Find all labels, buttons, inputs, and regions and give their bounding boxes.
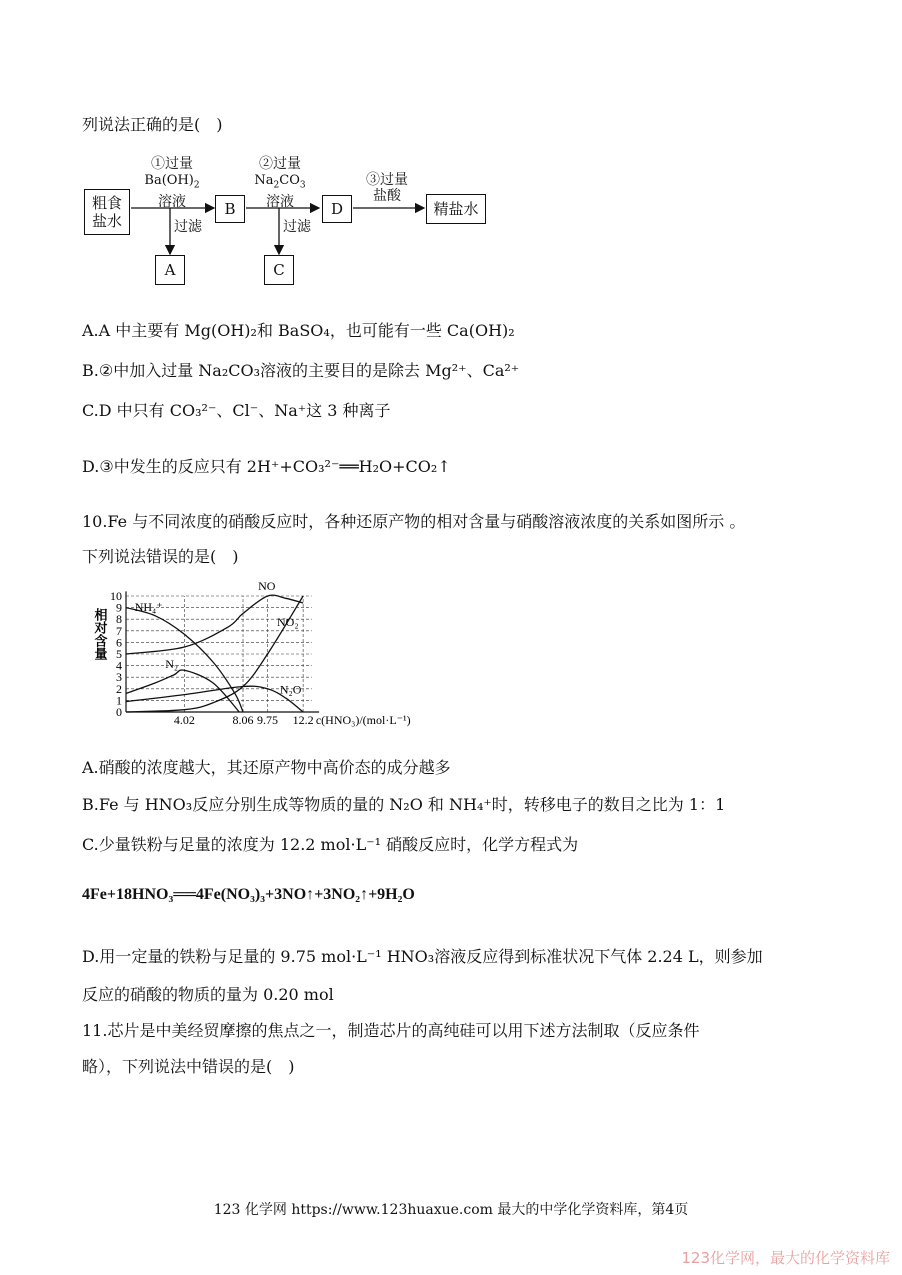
q10-stem-line1: 10.Fe 与不同浓度的硝酸反应时，各种还原产物的相对含量与硝酸溶液浓度的关系如图所示 。 <box>82 512 746 531</box>
q10-chart <box>84 578 414 738</box>
box-b: B <box>215 195 245 223</box>
y-tick-label: 1 <box>116 693 122 708</box>
y-tick-label: 5 <box>116 647 122 661</box>
series-label: NH₄⁺ <box>134 600 163 615</box>
q9-option-d: D.③中发生的反应只有 2H⁺+CO₃²⁻══H₂O+CO₂↑ <box>82 457 451 476</box>
x-tick-label: 8.06 <box>232 713 254 727</box>
series-line <box>126 670 239 712</box>
step2-label: ②过量 $Na_2CO_3$ 溶液 <box>254 156 306 210</box>
y-tick-label: 6 <box>116 635 122 650</box>
q10-stem-line2: 下列说法错误的是( ) <box>82 547 239 566</box>
x-axis-title: c(HNO₃)/(mol·L⁻¹) <box>315 713 411 727</box>
filter-label-1: 过滤 <box>174 219 202 235</box>
filter-label-2: 过滤 <box>283 219 311 235</box>
q11-stem-line2: 略），下列说法中错误的是( ) <box>82 1057 295 1076</box>
box-a: A <box>155 255 185 285</box>
watermark: 123化学网，最大的化学资料库 <box>681 1249 890 1267</box>
y-tick-label: 8 <box>116 612 122 627</box>
box-refined-brine: 精盐水 <box>426 194 486 224</box>
y-tick-label: 7 <box>116 623 122 638</box>
series-label: N₂O <box>279 682 302 697</box>
q9-option-c: C.D 中只有 CO₃²⁻、Cl⁻、Na⁺这 3 种离子 <box>82 401 391 420</box>
x-tick-label: 9.75 <box>257 713 279 727</box>
q9-stem-tail: 列说法正确的是( ) <box>82 115 223 134</box>
series-label: N₂ <box>165 656 179 671</box>
box-d: D <box>322 195 352 223</box>
series-label: NO₂ <box>276 615 299 630</box>
y-axis-title: 相对含量 <box>92 608 108 660</box>
y-tick-label: 3 <box>116 670 122 685</box>
y-tick-label: 9 <box>116 600 122 615</box>
q10-option-c-equation: 4Fe+18HNO₃══4Fe(NO₃)₃+3NO↑+3NO₂↑+9H₂O <box>82 886 415 903</box>
q10-option-b: B.Fe 与 HNO₃反应分别生成等物质的量的 N₂O 和 NH₄⁺时，转移电子的数目之比为 1：1 <box>82 795 726 814</box>
q10-option-d-line2: 反应的硝酸的物质的量为 0.20 mol <box>82 985 334 1004</box>
box-c: C <box>264 255 294 285</box>
series-label: NO <box>258 579 276 594</box>
q11-stem-line1: 11.芯片是中美经贸摩擦的焦点之一，制造芯片的高纯硅可以用下述方法制取（反应条件 <box>82 1021 700 1040</box>
q9-option-a: A.A 中主要有 Mg(OH)₂和 BaSO₄，也可能有一些 Ca(OH)₂ <box>82 321 515 340</box>
step3-label: ③过量 盐酸 <box>366 172 408 204</box>
y-tick-label: 2 <box>116 681 122 696</box>
x-tick-label: 12.2 <box>292 713 314 727</box>
q9-option-b: B.②中加入过量 Na₂CO₃溶液的主要目的是除去 Mg²⁺、Ca²⁺ <box>82 361 520 380</box>
q10-option-c: C.少量铁粉与足量的浓度为 12.2 mol·L⁻¹ 硝酸反应时，化学方程式为 <box>82 835 579 854</box>
y-tick-label: 4 <box>116 658 122 673</box>
q10-option-d-line1: D.用一定量的铁粉与足量的 9.75 mol·L⁻¹ HNO₃溶液反应得到标准状况下气体 2.24 L，则参加 <box>82 947 763 966</box>
q10-option-a: A.硝酸的浓度越大，其还原产物中高价态的成分越多 <box>82 758 451 777</box>
y-tick-label: 0 <box>116 705 122 719</box>
series-line <box>126 686 303 712</box>
page-footer: 123 化学网 https://www.123huaxue.com 最大的中学化学资料库，第4页 <box>213 1202 689 1218</box>
step1-label: ①过量 $Ba(OH)_2$ 溶液 <box>144 156 200 210</box>
box-crude-brine: 粗食 盐水 <box>84 189 130 235</box>
x-tick-label: 4.02 <box>173 713 195 727</box>
y-tick-label: 10 <box>110 589 122 603</box>
